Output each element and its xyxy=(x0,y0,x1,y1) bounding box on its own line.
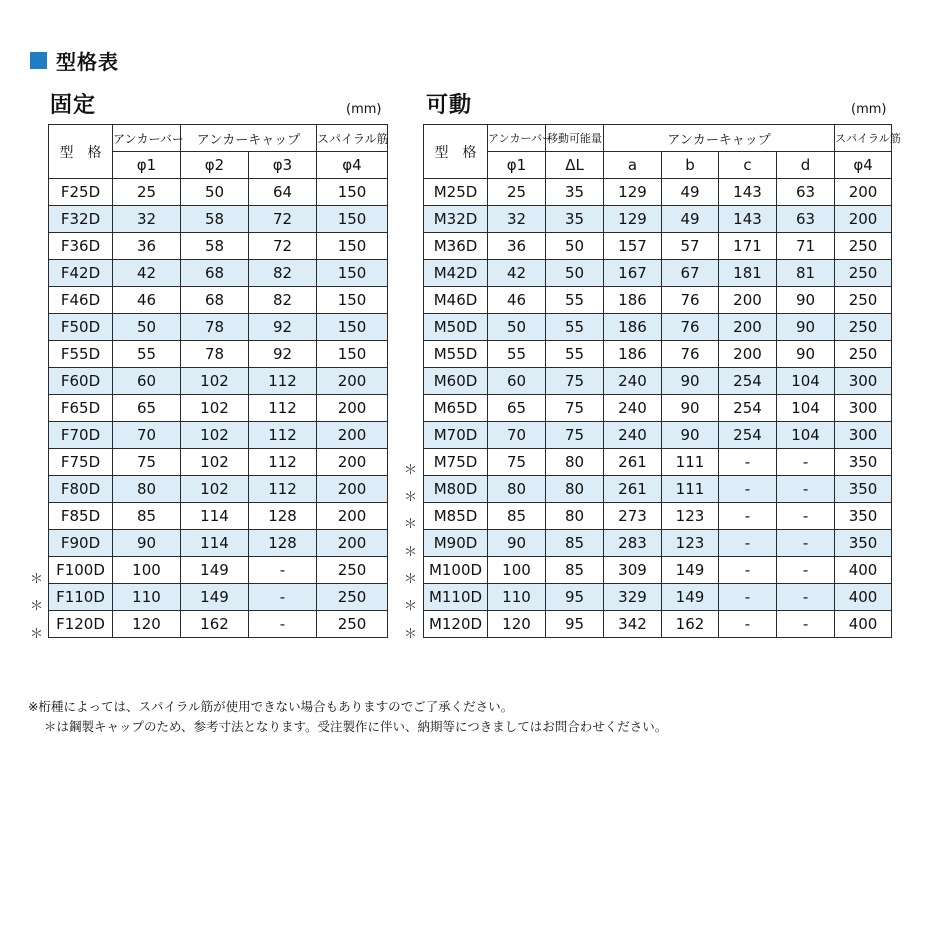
cell-p1: 50 xyxy=(488,314,546,341)
cell-p1: 90 xyxy=(488,530,546,557)
cell-dl: 50 xyxy=(546,260,604,287)
cell-a: 157 xyxy=(604,233,662,260)
cell-p2: 58 xyxy=(181,206,249,233)
blue-square-icon xyxy=(30,52,47,69)
col-header-phi3: φ3 xyxy=(249,152,317,179)
cell-p1: 70 xyxy=(488,422,546,449)
col-header-anchor-cap: アンカーキャップ xyxy=(181,125,317,152)
cell-model: M46D xyxy=(424,287,488,314)
cell-p3: 82 xyxy=(249,260,317,287)
cell-model: F70D xyxy=(49,422,113,449)
table-row xyxy=(49,179,388,206)
col-header-model: 型 格 xyxy=(49,125,113,179)
cell-model: F42D xyxy=(49,260,113,287)
table-row xyxy=(424,584,892,611)
col-header-phi1: φ1 xyxy=(488,152,546,179)
cell-model: F85D xyxy=(49,503,113,530)
cell-d: - xyxy=(777,503,835,530)
cell-p1: 85 xyxy=(113,503,181,530)
cell-d: 90 xyxy=(777,341,835,368)
col-header-movable-amount: 移動可能量 xyxy=(546,125,604,152)
cell-p3: - xyxy=(249,557,317,584)
cell-p1: 50 xyxy=(113,314,181,341)
cell-p4: 200 xyxy=(317,449,388,476)
footnote-2: ＊は鋼製キャップのため、参考寸法となります。受注製作に伴い、納期等につきましてはお問合わせください。 xyxy=(44,719,668,734)
cell-p2: 50 xyxy=(181,179,249,206)
cell-model: F55D xyxy=(49,341,113,368)
cell-dl: 80 xyxy=(546,503,604,530)
col-header-anchor-cap: アンカーキャップ xyxy=(604,125,835,152)
cell-p2: 78 xyxy=(181,314,249,341)
table-row xyxy=(424,179,892,206)
cell-d: 81 xyxy=(777,260,835,287)
cell-p1: 100 xyxy=(488,557,546,584)
table-row xyxy=(49,611,388,638)
cell-a: 186 xyxy=(604,341,662,368)
table-row xyxy=(424,395,892,422)
cell-model: M100D xyxy=(424,557,488,584)
table-row xyxy=(424,422,892,449)
cell-p1: 110 xyxy=(488,584,546,611)
cell-dl: 85 xyxy=(546,557,604,584)
cell-d: - xyxy=(777,557,835,584)
cell-p3: - xyxy=(249,584,317,611)
cell-dl: 75 xyxy=(546,368,604,395)
cell-a: 342 xyxy=(604,611,662,638)
cell-p1: 55 xyxy=(113,341,181,368)
cell-p4: 200 xyxy=(835,206,892,233)
cell-p3: - xyxy=(249,611,317,638)
footnote-1: ※桁種によっては、スパイラル筋が使用できない場合もありますのでご了承ください。 xyxy=(28,699,514,714)
cell-p2: 149 xyxy=(181,584,249,611)
cell-p4: 150 xyxy=(317,287,388,314)
cell-dl: 85 xyxy=(546,530,604,557)
cell-p2: 58 xyxy=(181,233,249,260)
table-row xyxy=(49,341,388,368)
cell-dl: 35 xyxy=(546,179,604,206)
cell-c: 200 xyxy=(719,287,777,314)
cell-d: 71 xyxy=(777,233,835,260)
footnotes xyxy=(28,697,667,737)
cell-d: 104 xyxy=(777,395,835,422)
col-header-b: b xyxy=(662,152,719,179)
cell-c: 181 xyxy=(719,260,777,287)
cell-model: F90D xyxy=(49,530,113,557)
cell-b: 123 xyxy=(662,530,719,557)
cell-model: M90D xyxy=(424,530,488,557)
cell-c: 171 xyxy=(719,233,777,260)
cell-p1: 120 xyxy=(488,611,546,638)
cell-p2: 102 xyxy=(181,422,249,449)
cell-model: F120D xyxy=(49,611,113,638)
cell-p1: 55 xyxy=(488,341,546,368)
cell-model: M85D xyxy=(424,503,488,530)
table-row xyxy=(49,503,388,530)
cell-b: 76 xyxy=(662,287,719,314)
cell-p4: 150 xyxy=(317,233,388,260)
cell-p3: 128 xyxy=(249,530,317,557)
cell-d: 104 xyxy=(777,368,835,395)
cell-model: F36D xyxy=(49,233,113,260)
cell-b: 149 xyxy=(662,584,719,611)
cell-p1: 75 xyxy=(488,449,546,476)
cell-p4: 150 xyxy=(317,206,388,233)
cell-dl: 80 xyxy=(546,449,604,476)
cell-model: F75D xyxy=(49,449,113,476)
cell-d: 90 xyxy=(777,287,835,314)
cell-p4: 200 xyxy=(317,530,388,557)
cell-p2: 78 xyxy=(181,341,249,368)
cell-dl: 35 xyxy=(546,206,604,233)
cell-dl: 50 xyxy=(546,233,604,260)
cell-p4: 150 xyxy=(317,341,388,368)
cell-model: M60D xyxy=(424,368,488,395)
movable-table-title: 可動 xyxy=(426,93,473,118)
cell-a: 261 xyxy=(604,449,662,476)
section-header xyxy=(30,46,119,75)
table-row xyxy=(424,314,892,341)
cell-p1: 110 xyxy=(113,584,181,611)
cell-model: F110D xyxy=(49,584,113,611)
table-row xyxy=(49,206,388,233)
cell-p4: 150 xyxy=(317,314,388,341)
cell-dl: 95 xyxy=(546,611,604,638)
asterisk-mark: ＊ xyxy=(30,599,44,615)
asterisk-mark: ＊ xyxy=(30,626,44,642)
cell-p3: 64 xyxy=(249,179,317,206)
cell-c: 254 xyxy=(719,395,777,422)
cell-d: 90 xyxy=(777,314,835,341)
table-row xyxy=(424,260,892,287)
table-row xyxy=(424,530,892,557)
cell-p4: 350 xyxy=(835,476,892,503)
fixed-spec-table xyxy=(48,124,388,638)
table-row xyxy=(49,395,388,422)
cell-dl: 80 xyxy=(546,476,604,503)
cell-model: F46D xyxy=(49,287,113,314)
cell-p2: 162 xyxy=(181,611,249,638)
asterisk-mark: ＊ xyxy=(404,544,418,560)
table-row xyxy=(49,422,388,449)
cell-b: 111 xyxy=(662,449,719,476)
cell-model: M25D xyxy=(424,179,488,206)
cell-a: 240 xyxy=(604,422,662,449)
cell-p1: 80 xyxy=(488,476,546,503)
asterisk-mark: ＊ xyxy=(404,489,418,505)
cell-a: 186 xyxy=(604,314,662,341)
cell-p1: 100 xyxy=(113,557,181,584)
cell-p3: 92 xyxy=(249,314,317,341)
cell-p4: 150 xyxy=(317,260,388,287)
cell-p4: 250 xyxy=(317,611,388,638)
cell-model: F100D xyxy=(49,557,113,584)
cell-p1: 70 xyxy=(113,422,181,449)
cell-p1: 42 xyxy=(113,260,181,287)
cell-b: 162 xyxy=(662,611,719,638)
cell-a: 129 xyxy=(604,179,662,206)
asterisk-mark: ＊ xyxy=(404,626,418,642)
cell-model: M50D xyxy=(424,314,488,341)
cell-p3: 72 xyxy=(249,206,317,233)
cell-c: - xyxy=(719,449,777,476)
table-row xyxy=(49,260,388,287)
cell-b: 149 xyxy=(662,557,719,584)
cell-p1: 36 xyxy=(113,233,181,260)
cell-c: - xyxy=(719,476,777,503)
cell-d: 63 xyxy=(777,179,835,206)
table-row xyxy=(49,314,388,341)
cell-b: 67 xyxy=(662,260,719,287)
table-row xyxy=(424,449,892,476)
cell-p3: 112 xyxy=(249,449,317,476)
cell-model: M42D xyxy=(424,260,488,287)
movable-unit-label: (mm) xyxy=(851,102,887,117)
cell-a: 129 xyxy=(604,206,662,233)
cell-p2: 149 xyxy=(181,557,249,584)
table-row xyxy=(424,233,892,260)
cell-a: 329 xyxy=(604,584,662,611)
cell-dl: 95 xyxy=(546,584,604,611)
cell-c: 200 xyxy=(719,314,777,341)
cell-p4: 150 xyxy=(317,179,388,206)
cell-p4: 250 xyxy=(317,584,388,611)
table-row xyxy=(424,557,892,584)
cell-p4: 250 xyxy=(835,233,892,260)
table-row xyxy=(49,368,388,395)
table-row xyxy=(49,233,388,260)
cell-d: - xyxy=(777,530,835,557)
table-row xyxy=(424,287,892,314)
table-row xyxy=(424,341,892,368)
movable-spec-table xyxy=(423,124,901,638)
col-header-phi2: φ2 xyxy=(181,152,249,179)
cell-p1: 75 xyxy=(113,449,181,476)
cell-p1: 85 xyxy=(488,503,546,530)
table-row xyxy=(424,206,892,233)
cell-b: 57 xyxy=(662,233,719,260)
cell-b: 49 xyxy=(662,206,719,233)
cell-dl: 55 xyxy=(546,341,604,368)
cell-model: F60D xyxy=(49,368,113,395)
col-header-spiral: スパイラル筋 xyxy=(317,125,388,152)
table-row xyxy=(424,611,892,638)
cell-c: - xyxy=(719,503,777,530)
cell-b: 90 xyxy=(662,395,719,422)
cell-a: 240 xyxy=(604,368,662,395)
cell-model: M110D xyxy=(424,584,488,611)
cell-a: 186 xyxy=(604,287,662,314)
cell-model: M120D xyxy=(424,611,488,638)
cell-d: - xyxy=(777,584,835,611)
cell-p4: 300 xyxy=(835,395,892,422)
cell-p1: 120 xyxy=(113,611,181,638)
table-row xyxy=(49,584,388,611)
cell-model: M32D xyxy=(424,206,488,233)
asterisk-mark: ＊ xyxy=(404,462,418,478)
cell-p4: 350 xyxy=(835,449,892,476)
cell-dl: 75 xyxy=(546,422,604,449)
cell-p4: 250 xyxy=(835,341,892,368)
cell-p1: 46 xyxy=(113,287,181,314)
cell-p2: 68 xyxy=(181,260,249,287)
cell-p1: 25 xyxy=(488,179,546,206)
cell-p3: 112 xyxy=(249,368,317,395)
cell-c: 143 xyxy=(719,206,777,233)
col-header-model: 型 格 xyxy=(424,125,488,179)
cell-c: - xyxy=(719,557,777,584)
cell-c: - xyxy=(719,530,777,557)
col-header-phi1: φ1 xyxy=(113,152,181,179)
cell-d: - xyxy=(777,449,835,476)
cell-p3: 82 xyxy=(249,287,317,314)
asterisk-mark: ＊ xyxy=(404,517,418,533)
cell-a: 309 xyxy=(604,557,662,584)
cell-p1: 90 xyxy=(113,530,181,557)
cell-p1: 25 xyxy=(113,179,181,206)
col-header-a: a xyxy=(604,152,662,179)
cell-p1: 32 xyxy=(113,206,181,233)
table-row xyxy=(424,368,892,395)
cell-p4: 250 xyxy=(835,287,892,314)
cell-d: - xyxy=(777,476,835,503)
table-row xyxy=(424,476,892,503)
table-row xyxy=(424,503,892,530)
cell-p4: 400 xyxy=(835,611,892,638)
cell-c: 254 xyxy=(719,368,777,395)
cell-dl: 55 xyxy=(546,287,604,314)
cell-c: - xyxy=(719,584,777,611)
col-header-phi4: φ4 xyxy=(317,152,388,179)
col-header-anchor-bar: アンカーバー xyxy=(113,125,181,152)
cell-p4: 400 xyxy=(835,584,892,611)
cell-d: - xyxy=(777,611,835,638)
cell-model: F25D xyxy=(49,179,113,206)
cell-p4: 250 xyxy=(835,314,892,341)
asterisk-mark: ＊ xyxy=(30,571,44,587)
cell-p1: 32 xyxy=(488,206,546,233)
cell-b: 90 xyxy=(662,368,719,395)
cell-p2: 68 xyxy=(181,287,249,314)
fixed-table-title: 固定 xyxy=(50,93,97,118)
cell-a: 273 xyxy=(604,503,662,530)
cell-p3: 92 xyxy=(249,341,317,368)
cell-d: 104 xyxy=(777,422,835,449)
cell-p1: 80 xyxy=(113,476,181,503)
cell-p4: 200 xyxy=(317,503,388,530)
table-row xyxy=(49,287,388,314)
cell-p4: 400 xyxy=(835,557,892,584)
cell-b: 123 xyxy=(662,503,719,530)
cell-model: M80D xyxy=(424,476,488,503)
table-row xyxy=(49,449,388,476)
cell-p1: 36 xyxy=(488,233,546,260)
cell-p4: 200 xyxy=(317,422,388,449)
cell-b: 76 xyxy=(662,341,719,368)
cell-p4: 200 xyxy=(317,395,388,422)
cell-c: 200 xyxy=(719,341,777,368)
cell-dl: 55 xyxy=(546,314,604,341)
cell-p4: 350 xyxy=(835,530,892,557)
cell-p3: 112 xyxy=(249,422,317,449)
col-header-phi4: φ4 xyxy=(835,152,892,179)
cell-dl: 75 xyxy=(546,395,604,422)
cell-p1: 60 xyxy=(113,368,181,395)
cell-b: 90 xyxy=(662,422,719,449)
cell-b: 111 xyxy=(662,476,719,503)
cell-p4: 200 xyxy=(317,368,388,395)
cell-a: 240 xyxy=(604,395,662,422)
cell-model: M36D xyxy=(424,233,488,260)
cell-model: M55D xyxy=(424,341,488,368)
col-header-c: c xyxy=(719,152,777,179)
cell-model: M70D xyxy=(424,422,488,449)
cell-p4: 200 xyxy=(317,476,388,503)
cell-p2: 102 xyxy=(181,368,249,395)
table-row xyxy=(49,476,388,503)
cell-p1: 65 xyxy=(488,395,546,422)
cell-p4: 300 xyxy=(835,422,892,449)
cell-c: - xyxy=(719,611,777,638)
cell-c: 254 xyxy=(719,422,777,449)
table-row xyxy=(49,557,388,584)
fixed-unit-label: (mm) xyxy=(346,102,382,117)
col-header-d: d xyxy=(777,152,835,179)
cell-p2: 114 xyxy=(181,530,249,557)
cell-p3: 112 xyxy=(249,395,317,422)
cell-p1: 46 xyxy=(488,287,546,314)
cell-b: 49 xyxy=(662,179,719,206)
cell-c: 143 xyxy=(719,179,777,206)
cell-model: F32D xyxy=(49,206,113,233)
cell-p2: 102 xyxy=(181,449,249,476)
cell-p3: 112 xyxy=(249,476,317,503)
cell-p4: 300 xyxy=(835,368,892,395)
cell-p1: 65 xyxy=(113,395,181,422)
cell-p4: 350 xyxy=(835,503,892,530)
cell-p1: 60 xyxy=(488,368,546,395)
cell-model: F65D xyxy=(49,395,113,422)
cell-a: 283 xyxy=(604,530,662,557)
asterisk-mark: ＊ xyxy=(404,599,418,615)
cell-model: M75D xyxy=(424,449,488,476)
cell-model: F80D xyxy=(49,476,113,503)
cell-d: 63 xyxy=(777,206,835,233)
section-title: 型格表 xyxy=(56,50,119,74)
cell-a: 167 xyxy=(604,260,662,287)
cell-p1: 42 xyxy=(488,260,546,287)
cell-p2: 114 xyxy=(181,503,249,530)
cell-p4: 250 xyxy=(317,557,388,584)
cell-a: 261 xyxy=(604,476,662,503)
asterisk-mark: ＊ xyxy=(404,571,418,587)
cell-p2: 102 xyxy=(181,476,249,503)
cell-p4: 250 xyxy=(835,260,892,287)
cell-p3: 128 xyxy=(249,503,317,530)
cell-model: F50D xyxy=(49,314,113,341)
col-header-spiral: スパイラル筋 xyxy=(835,125,892,152)
cell-p3: 72 xyxy=(249,233,317,260)
cell-model: M65D xyxy=(424,395,488,422)
cell-p4: 200 xyxy=(835,179,892,206)
col-header-anchor-bar: アンカーバー xyxy=(488,125,546,152)
table-row xyxy=(49,530,388,557)
col-header-delta-l: ΔL xyxy=(546,152,604,179)
cell-b: 76 xyxy=(662,314,719,341)
cell-p2: 102 xyxy=(181,395,249,422)
